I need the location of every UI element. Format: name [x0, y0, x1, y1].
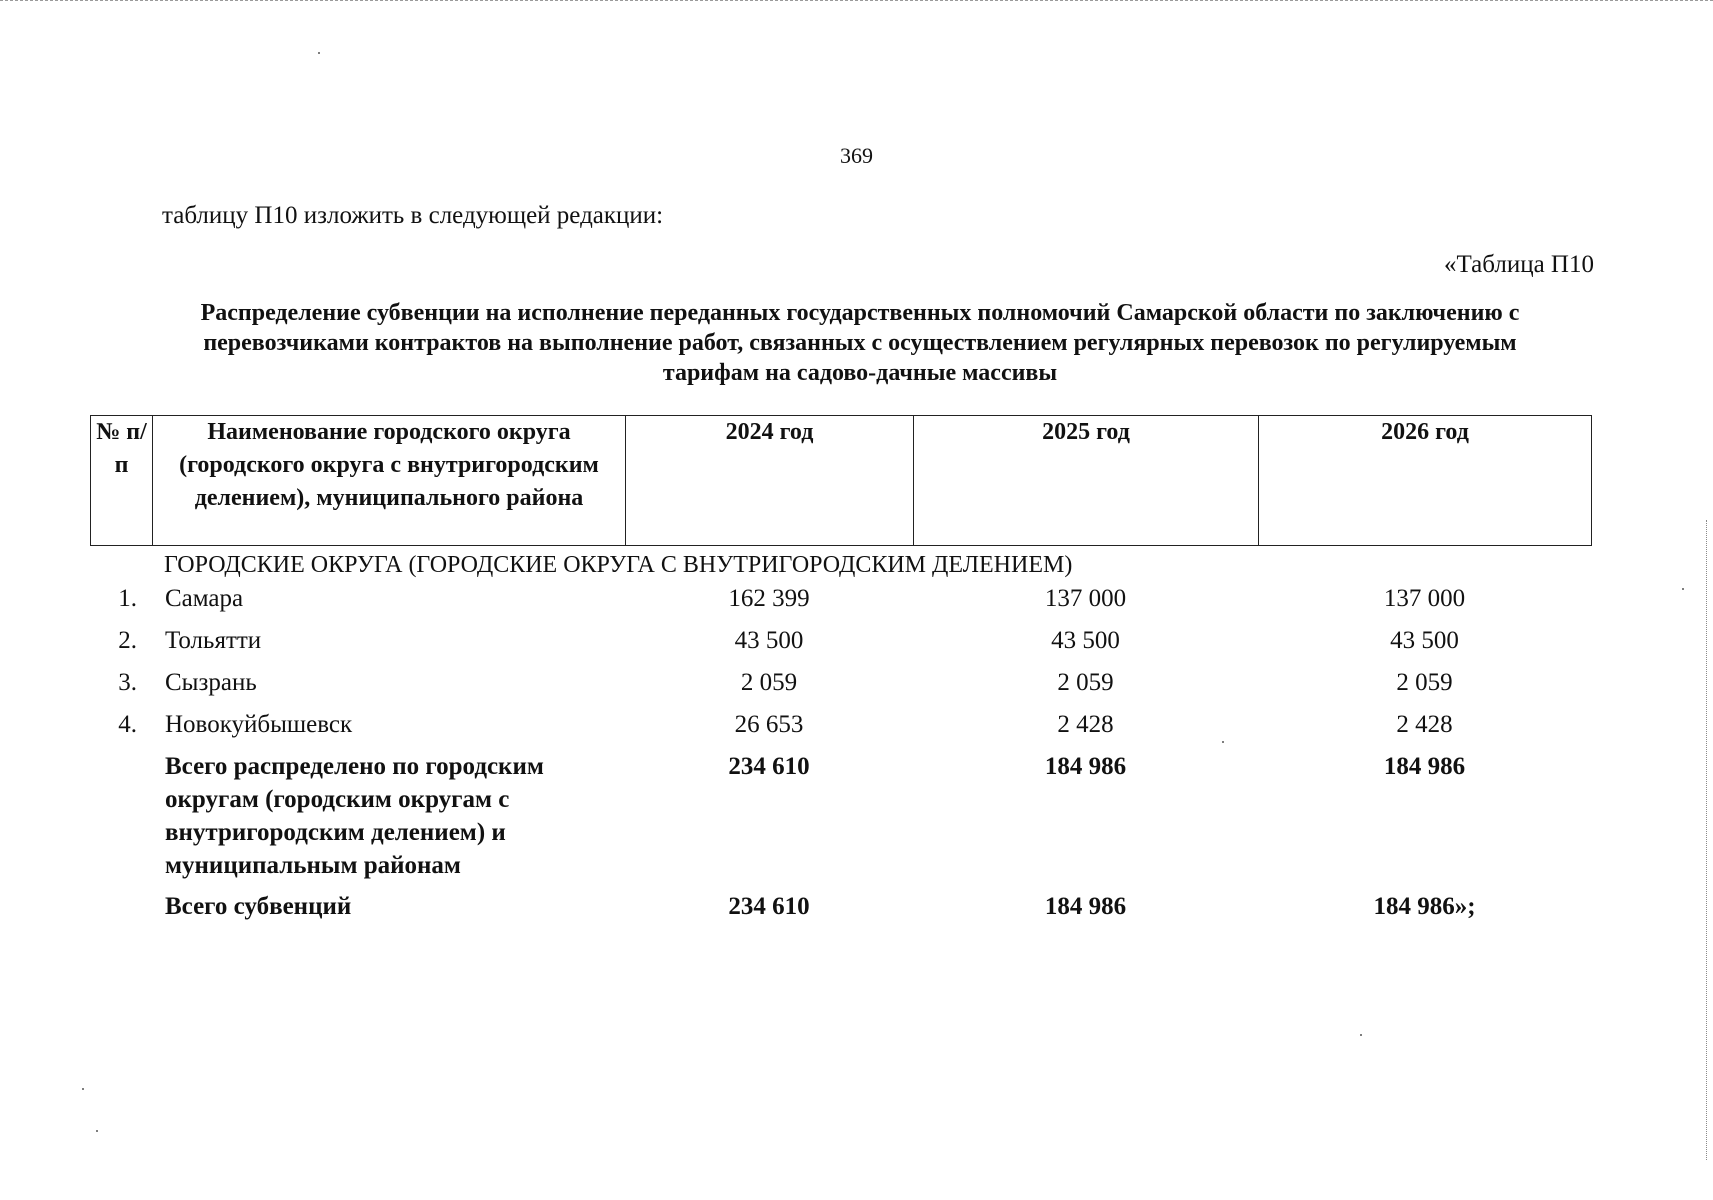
scan-speck	[318, 52, 320, 54]
header-2026: 2026 год	[1259, 416, 1592, 546]
scan-speck	[1682, 588, 1684, 590]
header-2025: 2025 год	[914, 416, 1259, 546]
total-label: Всего субвенций	[165, 893, 352, 920]
row-value-2026: 2 428	[1396, 711, 1453, 738]
row-number: 4.	[118, 711, 137, 738]
section-heading: ГОРОДСКИЕ ОКРУГА (ГОРОДСКИЕ ОКРУГА С ВНУТРИГОРОДСКИМ ДЕЛЕНИЕМ)	[164, 552, 1073, 578]
row-name: Самара	[165, 585, 244, 612]
intro-text: таблицу П10 изложить в следующей редакции:	[162, 202, 664, 229]
row-number: 3.	[118, 669, 137, 696]
row-value-2025: 137 000	[1044, 585, 1127, 612]
header-2024: 2024 год	[626, 416, 914, 546]
row-value-2026: 137 000	[1383, 585, 1466, 612]
row-value-2024: 26 653	[734, 711, 804, 738]
page-top-edge	[0, 0, 1713, 3]
subtotal-2026: 184 986	[1383, 753, 1466, 780]
row-name: Сызрань	[165, 669, 257, 696]
scan-speck	[82, 1088, 84, 1090]
subtotal-label: Всего распределено по городским округам (городским округам с внутригородским делением) и муниципальным районам	[165, 753, 544, 879]
table-reference: «Таблица П10	[1444, 251, 1594, 278]
row-value-2024: 162 399	[728, 585, 810, 612]
scan-speck	[96, 1130, 98, 1132]
scan-speck	[1222, 741, 1224, 743]
page-number: 369	[840, 143, 873, 168]
row-value-2025: 2 428	[1057, 711, 1114, 738]
total-2025: 184 986	[1044, 893, 1127, 920]
total-2026: 184 986»;	[1373, 893, 1476, 920]
row-value-2024: 2 059	[740, 669, 798, 696]
row-value-2024: 43 500	[734, 627, 804, 654]
header-name: Наименование городского округа (городского округа с внутригородским делением), муниципального района	[153, 416, 626, 546]
row-number: 2.	[118, 627, 137, 654]
document-title: Распределение субвенции на исполнение переданных государственных полномочий Самарской области по заключению с перевозчиками контрактов на выполнение работ, связанных с осуществлением регулярных перевозок по регулируемым тарифам на садово-дачные массивы	[200, 300, 1520, 386]
row-value-2026: 43 500	[1390, 627, 1459, 654]
subtotal-2024: 234 610	[728, 753, 810, 780]
subtotal-2025: 184 986	[1044, 753, 1127, 780]
table-header	[90, 415, 1592, 546]
header-number: № п/п	[91, 416, 153, 546]
total-2024: 234 610	[728, 893, 810, 920]
scan-speck	[1360, 1034, 1362, 1036]
row-name: Новокуйбышевск	[165, 711, 353, 738]
row-value-2025: 43 500	[1051, 627, 1120, 654]
row-value-2026: 2 059	[1396, 669, 1453, 696]
row-value-2025: 2 059	[1057, 669, 1114, 696]
row-name: Тольятти	[165, 627, 262, 654]
scan-edge-marks	[1702, 520, 1707, 1160]
row-number: 1.	[118, 585, 137, 612]
